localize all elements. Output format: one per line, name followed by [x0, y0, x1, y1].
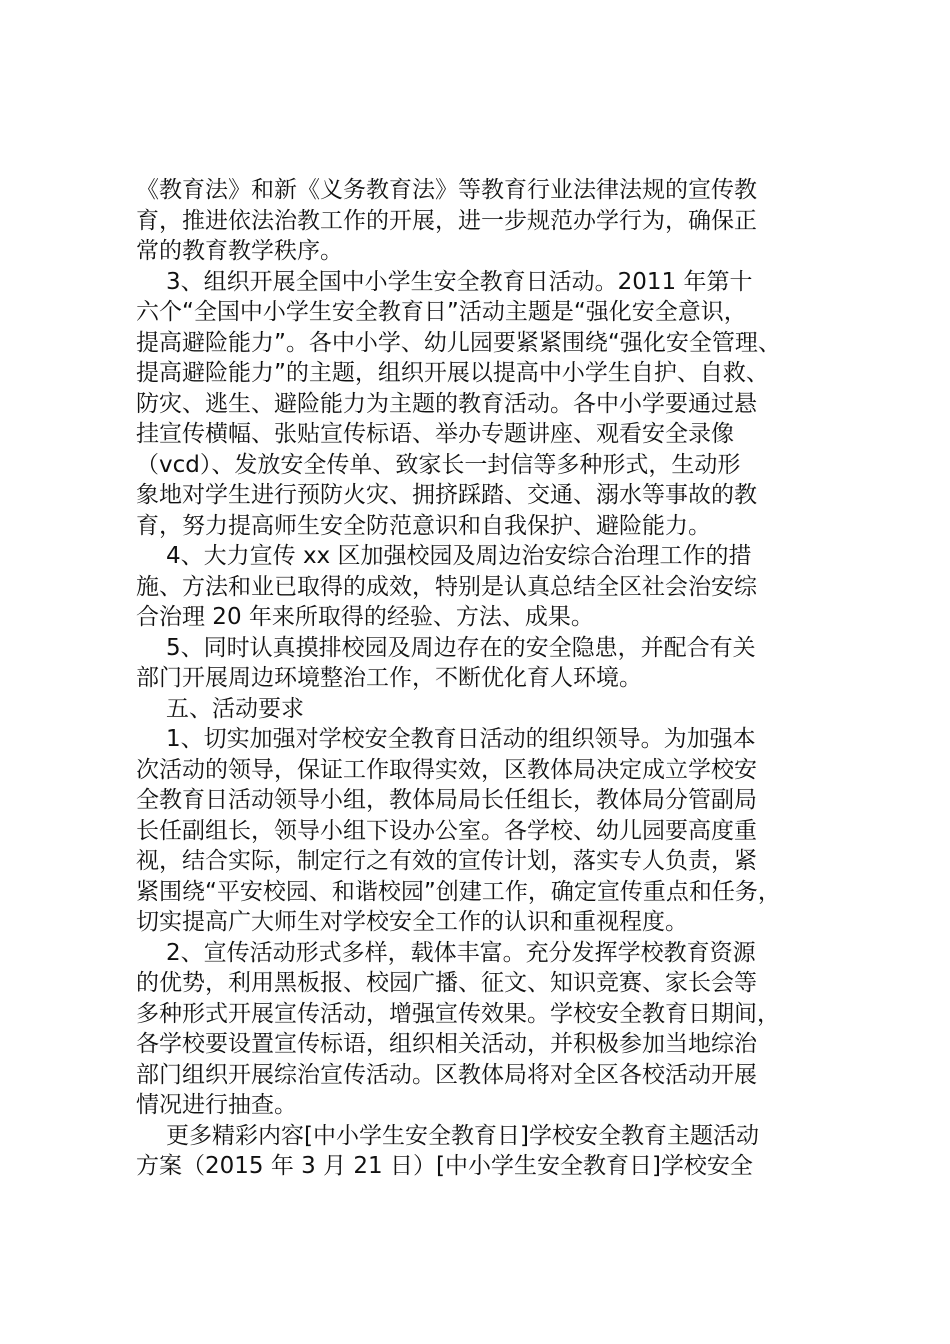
paragraph-requirement-1: 1、切实加强对学校安全教育日活动的组织领导。为加强本 次活动的领导，保证工作取得实效，区教体局决定成立学校安 全教育日活动领导小组，教体局局长任组长，教体局分管副局 长任副组长，领导小组下设办公室。各学校、幼儿园要高度重 视，结合实际，制定行之有效的宣传计划，落实专人负责，紧 紧围绕“平安校园、和谐校园”创建工作，确定宣传重点和任务， 切实提高广大师生对学校安全工作的认识和重视程度。: [136, 726, 781, 935]
paragraph-item-3-safety-day: 3、组织开展全国中小学生安全教育日活动。2011 年第十 六个“全国中小学生安全教育日”活动主题是“强化安全意识， 提高避险能力”。各中小学、幼儿园要紧紧围绕“强化安全管理、 提高避险能力”的主题，组织开展以提高中小学生自护、自救、 防灾、逃生、避险能力为主题的教育活动。各中小学要通过悬 挂宣传横幅、张贴宣传标语、举办专题讲座、观看安全录像 （vcd）、发放安全传单、致家长一封信等多种形式，生动形 象地对学生进行预防火灾、拥挤踩踏、交通、溺水等事故的教 育，努力提高师生安全防范意识和自我保护、避险能力。: [136, 268, 781, 539]
paragraph-legal-publicity-continued: 《教育法》和新《义务教育法》等教育行业法律法规的宣传教 育，推进依法治教工作的开展，进一步规范办学行为，确保正 常的教育教学秩序。: [136, 177, 757, 264]
paragraph-item-5-hazards: 5、同时认真摸排校园及周边存在的安全隐患，并配合有关 部门开展周边环境整治工作，不断优化育人环境。: [136, 634, 756, 691]
paragraph-item-4-publicity: 4、大力宣传 xx 区加强校园及周边治安综合治理工作的措 施、方法和业已取得的成效，特别是认真总结全区社会治安综 合治理 20 年来所取得的经验、方法、成果。: [136, 543, 757, 630]
document-body: [136, 175, 836, 1182]
paragraph-requirement-2: 2、宣传活动形式多样，载体丰富。充分发挥学校教育资源 的优势，利用黑板报、校园广播、征文、知识竞赛、家长会等 多种形式开展宣传活动，增强宣传效果。学校安全教育日期间， 各学校要设置宣传标语，组织相关活动，并积极参加当地综治 部门组织开展综治宣传活动。区教体局将对全区各校活动开展 情况进行抽查。: [136, 939, 780, 1118]
paragraph-more-content: 更多精彩内容[中小学生安全教育日]学校安全教育主题活动 方案（2015 年 3 月 21 日）[中小学生安全教育日]学校安全: [136, 1122, 759, 1179]
section-heading-requirements: 五、活动要求: [166, 695, 304, 722]
